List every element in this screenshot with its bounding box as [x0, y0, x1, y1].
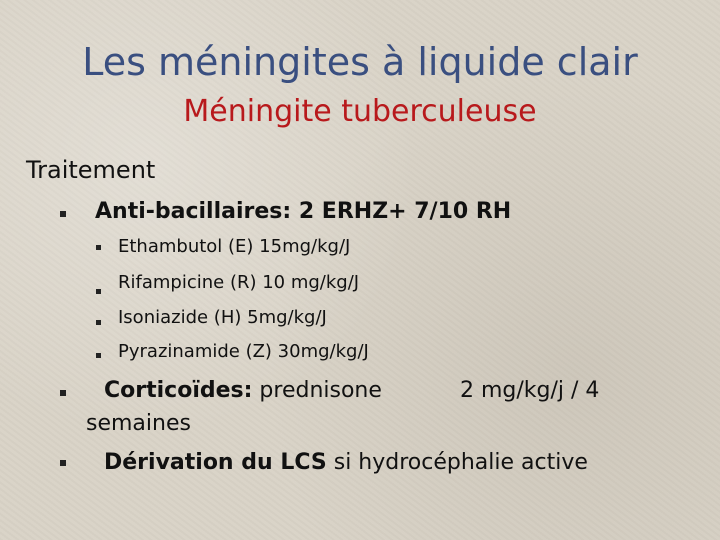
- drug-item-isoniazide: Isoniazide (H) 5mg/kg/J: [118, 307, 327, 328]
- bullet-square-icon: [96, 245, 101, 250]
- derivation-line: [104, 450, 588, 475]
- corticoides-line: [104, 378, 382, 403]
- derivation-text: si hydrocéphalie active: [326, 450, 588, 475]
- bullet-square-icon: [60, 211, 66, 217]
- antibacillaires-line: Anti-bacillaires: 2 ERHZ+ 7/10 RH: [95, 199, 512, 224]
- corticoides-label: Corticoïdes:: [104, 378, 253, 403]
- drug-item-rifampicine: Rifampicine (R) 10 mg/kg/J: [118, 272, 360, 293]
- drug-item-ethambutol: Ethambutol (E) 15mg/kg/J: [118, 236, 351, 257]
- corticoides-text: prednisone: [252, 378, 382, 403]
- section-heading: Traitement: [26, 156, 156, 184]
- corticoides-continuation: semaines: [86, 411, 191, 436]
- bullet-square-icon: [60, 390, 66, 396]
- drug-item-pyrazinamide: Pyrazinamide (Z) 30mg/kg/J: [118, 341, 369, 362]
- bullet-square-icon: [96, 289, 101, 294]
- slide-subtitle: Méningite tuberculeuse: [183, 94, 537, 129]
- bullet-square-icon: [60, 460, 66, 466]
- derivation-label: Dérivation du LCS: [104, 450, 327, 475]
- bullet-square-icon: [96, 320, 101, 325]
- slide-title: Les méningites à liquide clair: [82, 40, 638, 84]
- bullet-square-icon: [96, 353, 101, 358]
- corticoides-dose: 2 mg/kg/j / 4: [460, 378, 600, 403]
